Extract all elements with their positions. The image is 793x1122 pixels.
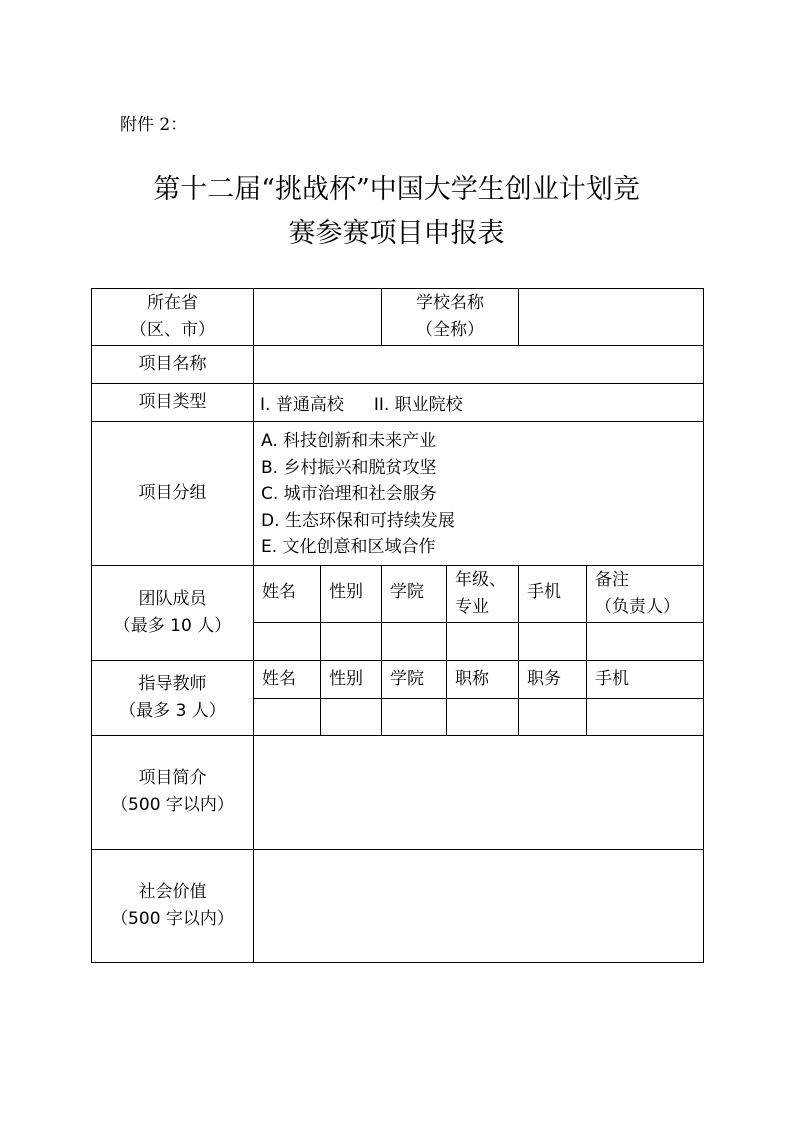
team-col-name: 姓名: [254, 565, 321, 622]
advisor-label-line-2: （最多 3 人）: [119, 700, 226, 721]
province-label-line-2: （区、市）: [130, 320, 215, 340]
row-social-value: [92, 849, 704, 962]
team-col-note: [587, 565, 704, 622]
advisor-col-name: 姓名: [254, 660, 321, 698]
row-project-name: [92, 346, 704, 384]
province-label: [92, 289, 254, 346]
application-form-table: [91, 288, 704, 963]
team-label: [92, 565, 254, 660]
row-project-intro: [92, 735, 704, 849]
team-col-grade-line-1: 年级、: [455, 569, 506, 590]
team-col-grade-major: [447, 565, 519, 622]
advisor-title-input[interactable]: [447, 698, 519, 735]
social-value-label-line-2: （500 字以内）: [111, 908, 234, 929]
advisor-col-gender: 性别: [321, 660, 382, 698]
advisor-col-phone: 手机: [587, 660, 704, 698]
social-value-input[interactable]: [254, 849, 704, 962]
team-college-input[interactable]: [382, 622, 447, 660]
team-col-grade-line-2: 专业: [455, 596, 489, 617]
team-col-note-line-1: 备注: [595, 569, 629, 590]
school-label-line-2: （全称）: [416, 320, 484, 340]
row-project-type: [92, 384, 704, 422]
advisor-col-position: 职务: [519, 660, 587, 698]
team-gender-input[interactable]: [321, 622, 382, 660]
project-group-option-c[interactable]: C. 城市治理和社会服务: [261, 484, 437, 505]
project-type-option-vocational[interactable]: II. 职业院校: [373, 395, 463, 415]
team-col-college: 学院: [382, 565, 447, 622]
project-type-options: [254, 384, 704, 422]
team-label-line-2: （最多 10 人）: [113, 615, 232, 636]
school-input[interactable]: [519, 289, 704, 346]
project-type-option-regular[interactable]: I. 普通高校: [260, 395, 344, 415]
province-input[interactable]: [254, 289, 382, 346]
project-type-label: 项目类型: [92, 384, 254, 422]
social-value-label: [92, 849, 254, 962]
advisor-label-line-1: 指导教师: [138, 673, 207, 694]
team-col-gender: 性别: [321, 565, 382, 622]
advisor-position-input[interactable]: [519, 698, 587, 735]
province-label-line-1: 所在省: [147, 293, 198, 313]
project-intro-label-line-1: 项目简介: [138, 768, 207, 789]
team-phone-input[interactable]: [519, 622, 587, 660]
row-advisor-header: [92, 660, 704, 698]
team-name-input[interactable]: [254, 622, 321, 660]
project-intro-label: [92, 735, 254, 849]
school-label-line-1: 学校名称: [416, 293, 484, 313]
advisor-label: [92, 660, 254, 735]
advisor-col-title: 职称: [447, 660, 519, 698]
advisor-name-input[interactable]: [254, 698, 321, 735]
team-col-phone: 手机: [519, 565, 587, 622]
row-team-header: [92, 565, 704, 622]
attachment-label: 附件 2：: [120, 115, 188, 135]
advisor-college-input[interactable]: [382, 698, 447, 735]
row-province-school: [92, 289, 704, 346]
social-value-label-line-1: 社会价值: [138, 881, 207, 902]
project-group-option-b[interactable]: B. 乡村振兴和脱贫攻坚: [261, 457, 437, 478]
advisor-phone-input[interactable]: [587, 698, 704, 735]
form-title-line-2: 赛参赛项目申报表: [288, 218, 505, 249]
team-grade-input[interactable]: [447, 622, 519, 660]
project-name-label: 项目名称: [92, 346, 254, 384]
project-group-option-e[interactable]: E. 文化创意和区域合作: [261, 537, 436, 558]
team-note-input[interactable]: [587, 622, 704, 660]
project-group-options: [254, 422, 704, 566]
advisor-gender-input[interactable]: [321, 698, 382, 735]
team-col-note-line-2: （负责人）: [595, 596, 680, 617]
project-intro-label-line-2: （500 字以内）: [111, 795, 234, 816]
project-intro-input[interactable]: [254, 735, 704, 849]
team-label-line-1: 团队成员: [138, 588, 207, 609]
school-label: [382, 289, 519, 346]
project-group-label: 项目分组: [92, 422, 254, 566]
row-project-group: [92, 422, 704, 566]
advisor-col-college: 学院: [382, 660, 447, 698]
project-group-option-a[interactable]: A. 科技创新和未来产业: [261, 431, 437, 451]
project-name-input[interactable]: [254, 346, 704, 384]
form-title-line-1: 第十二届“挑战杯”中国大学生创业计划竞: [153, 174, 640, 205]
project-group-option-d[interactable]: D. 生态环保和可持续发展: [261, 510, 455, 531]
